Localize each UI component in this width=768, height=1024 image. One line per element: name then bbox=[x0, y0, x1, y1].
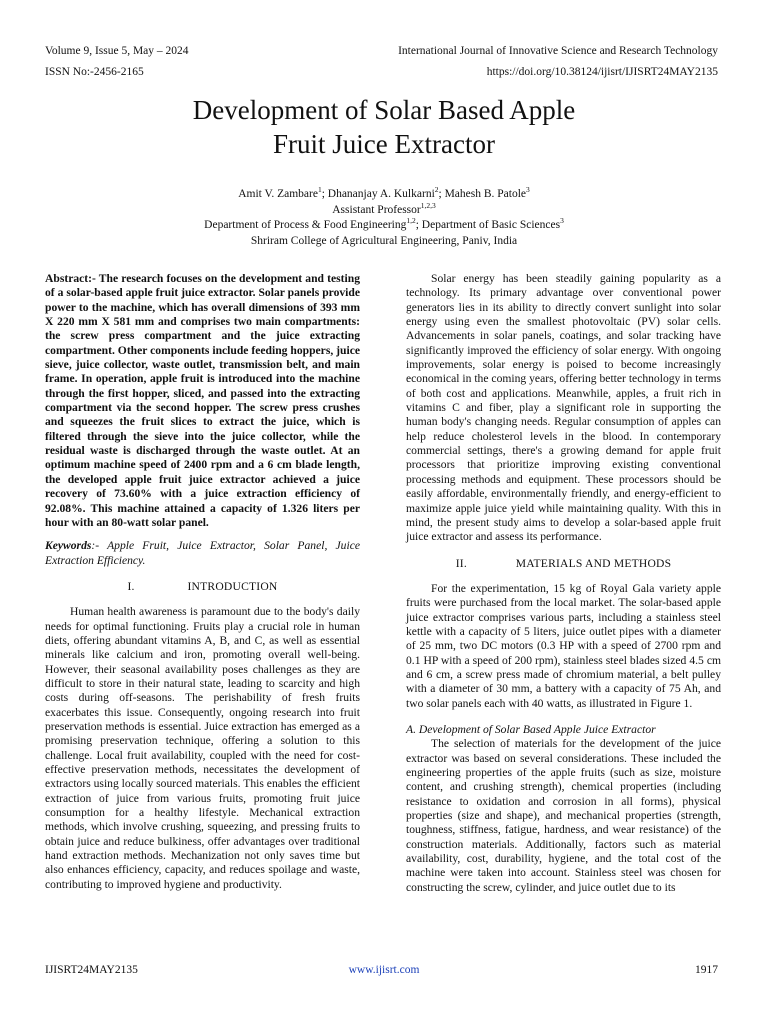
abstract: Abstract:- The research focuses on the development and testing of a solar-based apple fruit juice extractor. Solar panels provide power to the machine, which has overall dimensions of 393 mm X 220 mm X 581 mm and comprises two main compartments: the screw press compartment and the juice extracting compartment. Other components include feeding hoppers, juice sieve, juice collector, waste outlet, transmission belt, and main frame. In operation, apple fruit is introduced into the machine through the first hopper, sliced, and passed into the extracting compartment via the second hopper. The screw press crushes and squeezes the fruit slices to extract the juice, which is filtered through the sieve into the juice collector, while the residual waste is discharged through the waste outlet. At an optimum machine speed of 2400 rpm and a 6 cm blade length, the developed apple fruit juice extractor achieved a juice recovery of 73.60% with a juice extraction efficiency of 92.08%. This machine attained a capacity of 1.326 liters per hour with an 80-watt solar panel. bbox=[45, 272, 360, 529]
dept-1-sup: 1,2 bbox=[406, 216, 416, 226]
journal-name: International Journal of Innovative Science and Research Technology bbox=[398, 45, 718, 57]
author-2: ; Dhananjay A. Kulkarni bbox=[321, 188, 435, 200]
header-right bbox=[398, 41, 718, 83]
author-departments bbox=[0, 218, 768, 234]
title-line-1: Development of Solar Based Apple bbox=[192, 95, 576, 125]
author-names bbox=[0, 187, 768, 203]
author-2-sup: 2 bbox=[434, 185, 439, 195]
position-text: Assistant Professor bbox=[332, 203, 421, 216]
author-1-sup: 1 bbox=[317, 185, 322, 195]
intro-paragraph: Human health awareness is paramount due to the body's daily needs for optimal functioning. Fruits play a crucial role in human diets, offering abundant vitamins A, B, and C, as well as essential minerals like calcium and iron, promoting overall well-being. However, their seasonal availability poses challenges as they are difficult to store in their natural state, leading to scarcity and high costs during off-seasons. The perishability of fresh fruits exacerbates this issue. Consequently, ongoing research into fruit preservation methods is essential. Juice extraction has emerged as a promising preservation technique, offering a solution to this challenge. Local fruit availability, coupled with the need for cost-effective preservation methods, necessitates the development of extractors using locally sourced materials. This enables the efficient extraction of juice from various fruits, promoting fruit juice consumption for a healthy lifestyle. Mechanical extraction methods, which involve crushing, squeezing, and pressing fruits to obtain juice and reduce bulkiness, offer advantages over traditional hand extraction methods. Mechanization not only saves time but also enhances efficiency, capacity, and reduces spoilage and waste, contributing to improved hygiene and productivity. bbox=[45, 605, 360, 891]
section-2-number: II. bbox=[455, 556, 467, 570]
doi-link[interactable]: https://doi.org/10.38124/ijisrt/IJISRT24MAY2135 bbox=[486, 66, 718, 78]
author-block bbox=[0, 187, 768, 249]
materials-paragraph: For the experimentation, 15 kg of Royal Gala variety apple fruits were purchased from the local market. The solar-based apple juice extractor comprises various parts, including a stainless steel kettle with a capacity of 5 liters, juice outlet pipes with a diameter of 25 mm, two DC motors (0.3 HP with a speed of 2700 rpm and 0.1 HP with a speed of 200 rpm), stainless steel blades sized 4.5 cm and 6 cm, a screw press made of chromium material, a belt pulley with a diameter of 30 mm, a battery with a capacity of 75 Ah, and two solar panels each with 40 watts, as illustrated in Figure 1. bbox=[406, 581, 721, 710]
selection-paragraph: The selection of materials for the development of the juice extractor was based on several considerations. These included the engineering properties of the apple fruits (such as size, moisture content, and crushing strength), chemical properties (including resistance to oxidation and corrosion in all forms), physical properties (size and shape), and mechanical properties (strength, toughness, stiffness, fatigue, hardness, and wear resistance) of the construction materials. Additionally, factors such as material availability, cost, durability, hygiene, and the total cost of the machine were taken into account. Stainless steel was chosen for constructing the screw, cylinder, and juice outlet due to its bbox=[406, 737, 721, 894]
volume-info: Volume 9, Issue 5, May – 2024 bbox=[45, 45, 189, 57]
section-1-number: I. bbox=[127, 579, 135, 593]
left-column bbox=[45, 272, 360, 892]
dept-2-sup: 3 bbox=[560, 216, 564, 226]
dept-1: Department of Process & Food Engineering bbox=[204, 219, 407, 231]
section-1-title: INTRODUCTION bbox=[187, 579, 278, 593]
paper-title bbox=[0, 93, 768, 161]
solar-paragraph: Solar energy has been steadily gaining popularity as a technology. Its primary advantage over conventional power generators lies in its ability to directly convert sunlight into solar energy using even the smallest photovoltaic (PV) solar cells. Advancements in solar panels, coatings, and solar tracking have significantly improved the efficiency of solar energy. With ongoing improvements, solar energy is poised to become increasingly economical in the coming years, offering better technology in terms of both cost and applications. Meanwhile, apples, a fruit rich in vitamins C and fiber, play a significant role in supporting the human body's changing needs. Regular consumption of apples can help reduce cholesterol levels in the blood. In contemporary commercial settings, there's a growing demand for apple fruit processors that prioritize improving existing conventional processing methods and equipment. These processors should be easily affordable, environmentally friendly, and energy-efficient to maximize apple juice yield while maintaining quality. With this in mind, the present study aims to develop a solar-based apple fruit juice extractor and assess its performance. bbox=[406, 272, 721, 544]
footer-website bbox=[0, 964, 768, 976]
header-left bbox=[45, 41, 189, 83]
section-heading-materials bbox=[406, 557, 721, 571]
footer-page-number: 1917 bbox=[695, 964, 718, 976]
section-heading-introduction bbox=[45, 580, 360, 594]
website-link[interactable]: www.ijisrt.com bbox=[348, 964, 420, 976]
issn: ISSN No:-2456-2165 bbox=[45, 66, 144, 78]
keywords-label: Keywords bbox=[45, 539, 92, 553]
footer-paper-id: IJISRT24MAY2135 bbox=[45, 964, 138, 976]
author-1: Amit V. Zambare bbox=[238, 188, 318, 200]
author-3: ; Mahesh B. Patole bbox=[438, 188, 527, 200]
dept-2: ; Department of Basic Sciences bbox=[415, 219, 561, 231]
section-2-title: MATERIALS AND METHODS bbox=[515, 556, 672, 570]
position-sup: 1,2,3 bbox=[420, 200, 436, 210]
keywords bbox=[45, 539, 360, 568]
title-line-2: Fruit Juice Extractor bbox=[273, 129, 495, 159]
author-3-sup: 3 bbox=[526, 185, 530, 195]
right-column bbox=[406, 272, 721, 895]
author-college: Shriram College of Agricultural Engineering, Paniv, India bbox=[250, 234, 518, 247]
author-position bbox=[0, 200, 768, 219]
keywords-text: :- Apple Fruit, Juice Extractor, Solar Panel, Juice Extraction Efficiency. bbox=[45, 539, 360, 567]
subsection-heading-a: A. Development of Solar Based Apple Juice Extractor bbox=[406, 722, 656, 736]
